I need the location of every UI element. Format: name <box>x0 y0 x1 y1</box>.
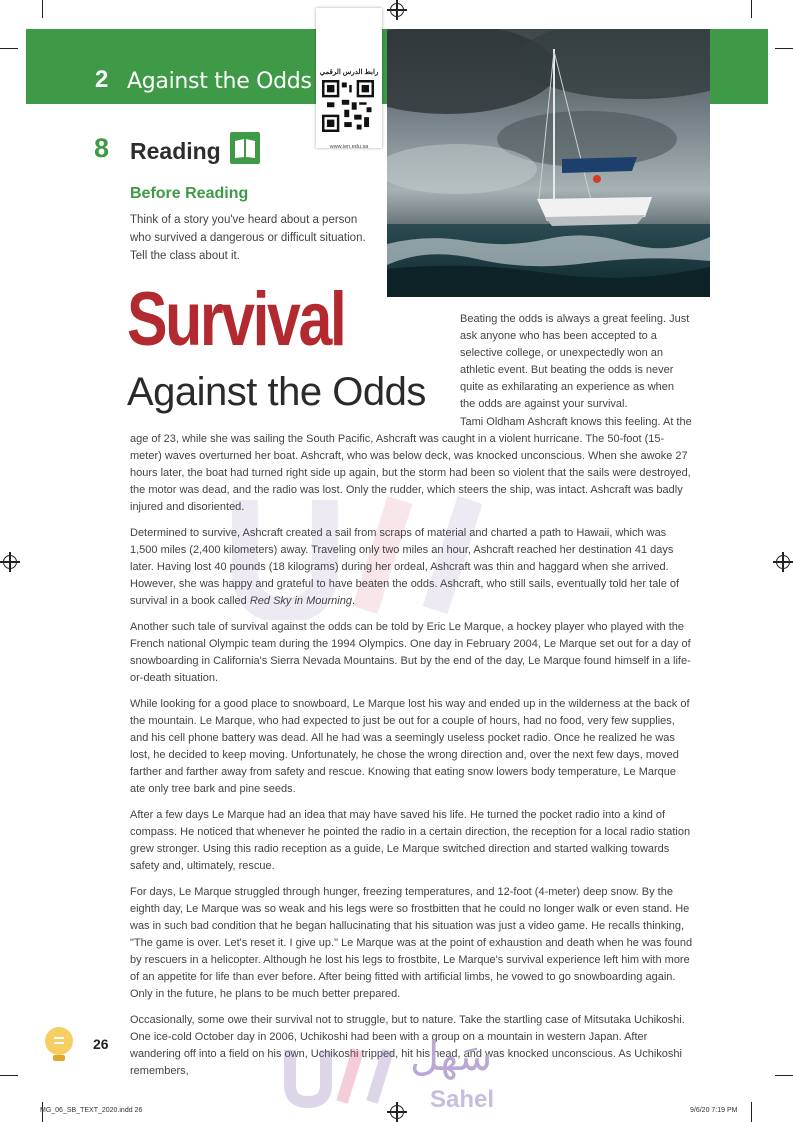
crop-mark <box>0 48 18 49</box>
paragraph-end: . <box>351 595 356 607</box>
section-title: Reading <box>130 138 221 164</box>
unit-title: Against the Odds <box>127 69 312 94</box>
lightbulb-icon <box>42 1024 76 1064</box>
paragraph: Occasionally, some owe their survival not to struggle, but to nature. Take the startling case of Mitsutaka Uchikoshi. One ice-cold October day in 2006, Uchikoshi had been with a group on a mountain in western Japan. After wandering off into a field on his own, Uchikoshi tripped, hit his head, and was knocked unconscious. As Uchikoshi remembers, <box>130 1014 685 1077</box>
watermark-arabic: سَهل <box>410 1034 493 1080</box>
crop-mark <box>775 1075 793 1076</box>
before-reading-prompt: Think of a story you've heard about a person who survived a dangerous or difficult situation. Tell the class about it. <box>130 214 366 262</box>
paragraph-text: Determined to survive, Ashcraft created a sail from scraps of material and charted a path to Hawaii, which was 1,500 miles (2,400 kilometers) away. Traveling only two miles an hour, Ashcraft reached her destination 41 days later. Having lost 40 pounds (18 kilograms) during her ordeal, Ashcraft was thin and haggard when she arrived. However, she was happy and grateful to have beaten the odds. Ashcraft, who still sails, eventually told her tale of survival in a book called <box>130 527 680 607</box>
paragraph: Another such tale of survival against the odds can be told by Eric Le Marque, a hockey player who played with the French national Olympic team during the 1994 Olympics. One day in February 2004, Le Marque set out for a day of snowboarding in California's Sierra Nevada Mountains. But by the end of the day, Le Marque found himself in a life-or-death situation. <box>130 621 691 684</box>
book-title: Red Sky in Mourning <box>249 595 352 607</box>
footer-date: 9/6/20 7:19 PM <box>690 1107 738 1114</box>
paragraph: For days, Le Marque struggled through hunger, freezing temperatures, and 12-foot (4-meter) deep snow. By the eighth day, Le Marque was so weak and his legs were so frostbitten that he could no longer walk or even stand. He was in such bad condition that he began hallucinating that his situation was just a video game. He recalls thinking, "The game is over. Let's reset it. I give up." Le Marque was at the point of exhaustion and death when he was found by rescuers in a helicopter. Although he lost his legs to frostbite, Le Marque's survival experience left him with more of an appetite for life than ever before. After being fitted with artificial limbs, he vowed to go snowboarding again. Only in the future, he plans to be much better prepared. <box>130 886 693 1000</box>
article-title: Survival <box>127 277 345 362</box>
paragraph: After a few days Le Marque had an idea that may have saved his life. He turned the pocket radio into a kind of compass. He noticed that whenever he pointed the radio in a certain direction, the reception for a local radio station grew stronger. Using this radio reception as a guide, Le Marque switched direction and started walking towards safety and, ultimately, rescue. <box>130 809 691 872</box>
before-reading-heading: Before Reading <box>130 185 249 202</box>
crop-mark <box>42 0 43 18</box>
article-subtitle: Against the Odds <box>127 370 426 414</box>
paragraph <box>130 525 694 610</box>
registration-mark <box>776 555 790 569</box>
section-number: 8 <box>94 133 110 163</box>
crop-mark <box>751 0 752 18</box>
sahel-footer-logo <box>280 1030 530 1120</box>
registration-mark <box>3 555 17 569</box>
crop-mark <box>751 1102 752 1122</box>
paragraph: While looking for a good place to snowboard, Le Marque lost his way and ended up in the wilderness at the back of the mountain. Le Marque, who had expected to just be out for a couple of hours, had no food, very few supplies, and his cell phone battery was dead. All he had was a seemingly useless pocket radio. Once he realized he was lost, he decided to keep moving. Unfortunately, he chose the wrong direction and, over the next few days, moved farther and farther away from safety and rescue. Knowing that eating snow lowers body temperature, Le Marque ate only tree bark and pine seeds. <box>130 698 690 795</box>
crop-mark <box>775 48 793 49</box>
digital-lesson-qr-card[interactable] <box>316 8 382 148</box>
crop-mark <box>0 1075 18 1076</box>
paragraph <box>130 414 694 516</box>
page-number: 26 <box>93 1036 109 1052</box>
paragraph-rest: age of 23, while she was sailing the South Pacific, Ashcraft was caught in a violent hurricane. The 50-foot (15-meter) waves overturned her boat. Ashcraft, who was below deck, was knocked unconscious. When she awoke 27 hours later, the boat had turned right side up again, but the storm had been so violent that the sails were destroyed, the motor was dead, and the radio was lost. Only the rudder, which steers the ship, was intact. Ashcraft was badly injured and disoriented. <box>130 433 691 513</box>
article-intro: Beating the odds is always a great feeling. Just ask anyone who has been accepted to a selective college, or unexpectedly won an athletic event. But beating the odds is never quite as exhilarating an experience as when the odds are against your survival. <box>460 313 690 410</box>
qr-caption: رابط الدرس الرقمي <box>319 69 379 76</box>
unit-number: 2 <box>95 66 109 93</box>
book-icon <box>230 132 260 164</box>
qr-code[interactable] <box>322 80 374 132</box>
registration-mark <box>390 3 404 17</box>
paragraph-lead: Tami Oldham Ashcraft knows this feeling. At the <box>460 416 692 428</box>
sahel-logo-mark <box>280 1040 400 1110</box>
qr-url: www.ien.edu.sa <box>329 144 369 150</box>
footer-file-info: MG_06_SB_TEXT_2020.indd 26 <box>40 1107 143 1114</box>
article-body <box>130 414 694 1089</box>
sailboat-storm-photo <box>387 29 710 297</box>
watermark-latin: Sahel <box>430 1086 495 1113</box>
